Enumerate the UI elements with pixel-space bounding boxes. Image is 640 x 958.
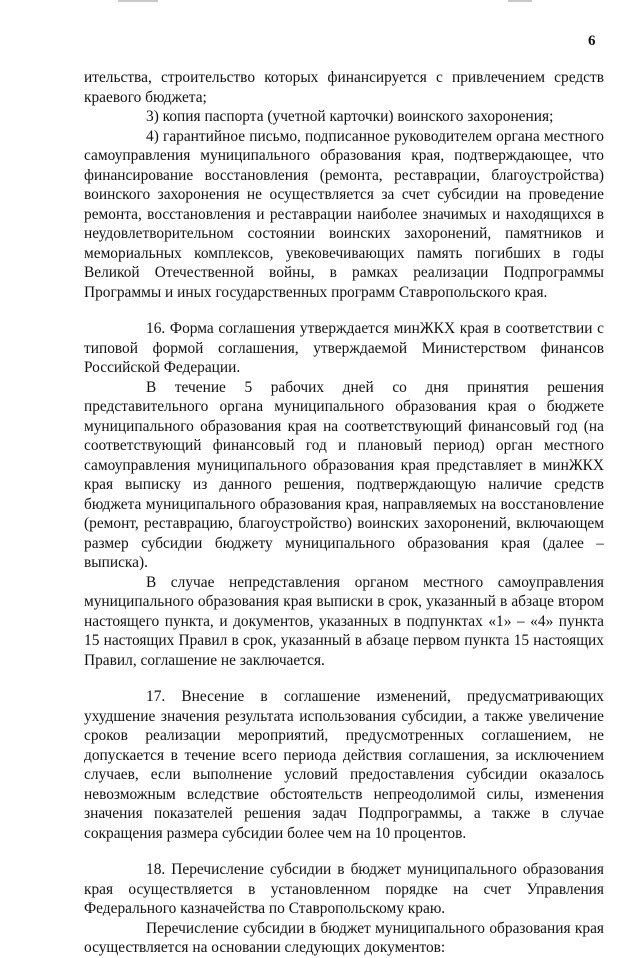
paragraph-16-deadline: В течение 5 рабочих дней со дня принятия решения представительного органа муниципального образования края о бюджете муниципального образования края на соответствующий финансовый год (на соответствующий финансовый год и плановый период) орган местного самоуправления муниципального образования края представляет в минЖКХ края выписку из данного решения, подтверждающую наличие средств бюджета муниципального образования края, направляемых на восстановление (ремонт, реставрацию, благоустройство) воинских захоронений, включающем размер субсидии бюджету муниципального образования края (далее – выписка). [84,378,604,571]
paragraph-16-nonsubmission: В случае непредставления органом местного самоуправления муниципального образования края выписки в срок, указанный в абзаце втором настоящего пункта, и документов, указанных в подпунктах «1» – «4» пункта 15 настоящих Правил в срок, указанный в абзаце первом пункта 15 настоящих Правил, соглашение не заключается. [84,573,604,669]
paragraph-item-3: 3) копия паспорта (учетной карточки) воинского захоронения; [146,108,554,125]
paragraph-18-documents: Перечисление субсидии в бюджет муниципального образования края осуществляется на основании следующих документов: [84,919,604,956]
page-number: 6 [588,33,596,49]
paragraph-section-17: 17. Внесение в соглашение изменений, предусматривающих ухудшение значения результата использования субсидии, а также увеличение сроков реализации мероприятий, предусмотренных соглашением, не допускается в течение всего периода действия соглашения, за исключением случаев, если выполнение условий предоставления субсидии оказалось невозможным вследствие обстоятельств непреодолимой силы, изменения значения показателей решения задач Подпрограммы, а также в случае сокращения размера субсидии более чем на 10 процентов. [84,688,604,842]
paragraph-section-16: 16. Форма соглашения утверждается минЖКХ края в соответствии с типовой формой соглашения, утверждаемой Министерством финансов Российской Федерации. [84,320,604,376]
paragraph-continuation: ительства, строительство которых финансируется с привлечением средств краевого бюджета; [84,69,604,106]
scan-artifact [118,0,158,2]
document-body [84,68,604,958]
paragraph-section-18: 18. Перечисление субсидии в бюджет муниципального образования края осуществляется в установленном порядке на счет Управления Федерального казначейства по Ставропольскому краю. [84,861,604,917]
paragraph-item-4: 4) гарантийное письмо, подписанное руководителем органа местного самоуправления муниципального образования края, подтверждающее, что финансирование восстановления (ремонта, реставрации, благоустройства) воинского захоронения не осуществляется за счет субсидии на проведение ремонта, восстановления и реставрации наиболее значимых и находящихся в неудовлетворительном состоянии воинских захоронений, памятников и мемориальных комплексов, увековечивающих память погибших в годы Великой Отечественной войны, в рамках реализации Подпрограммы Программы и иных государственных программ Ставропольского края. [84,127,604,301]
scan-artifact [508,0,532,2]
